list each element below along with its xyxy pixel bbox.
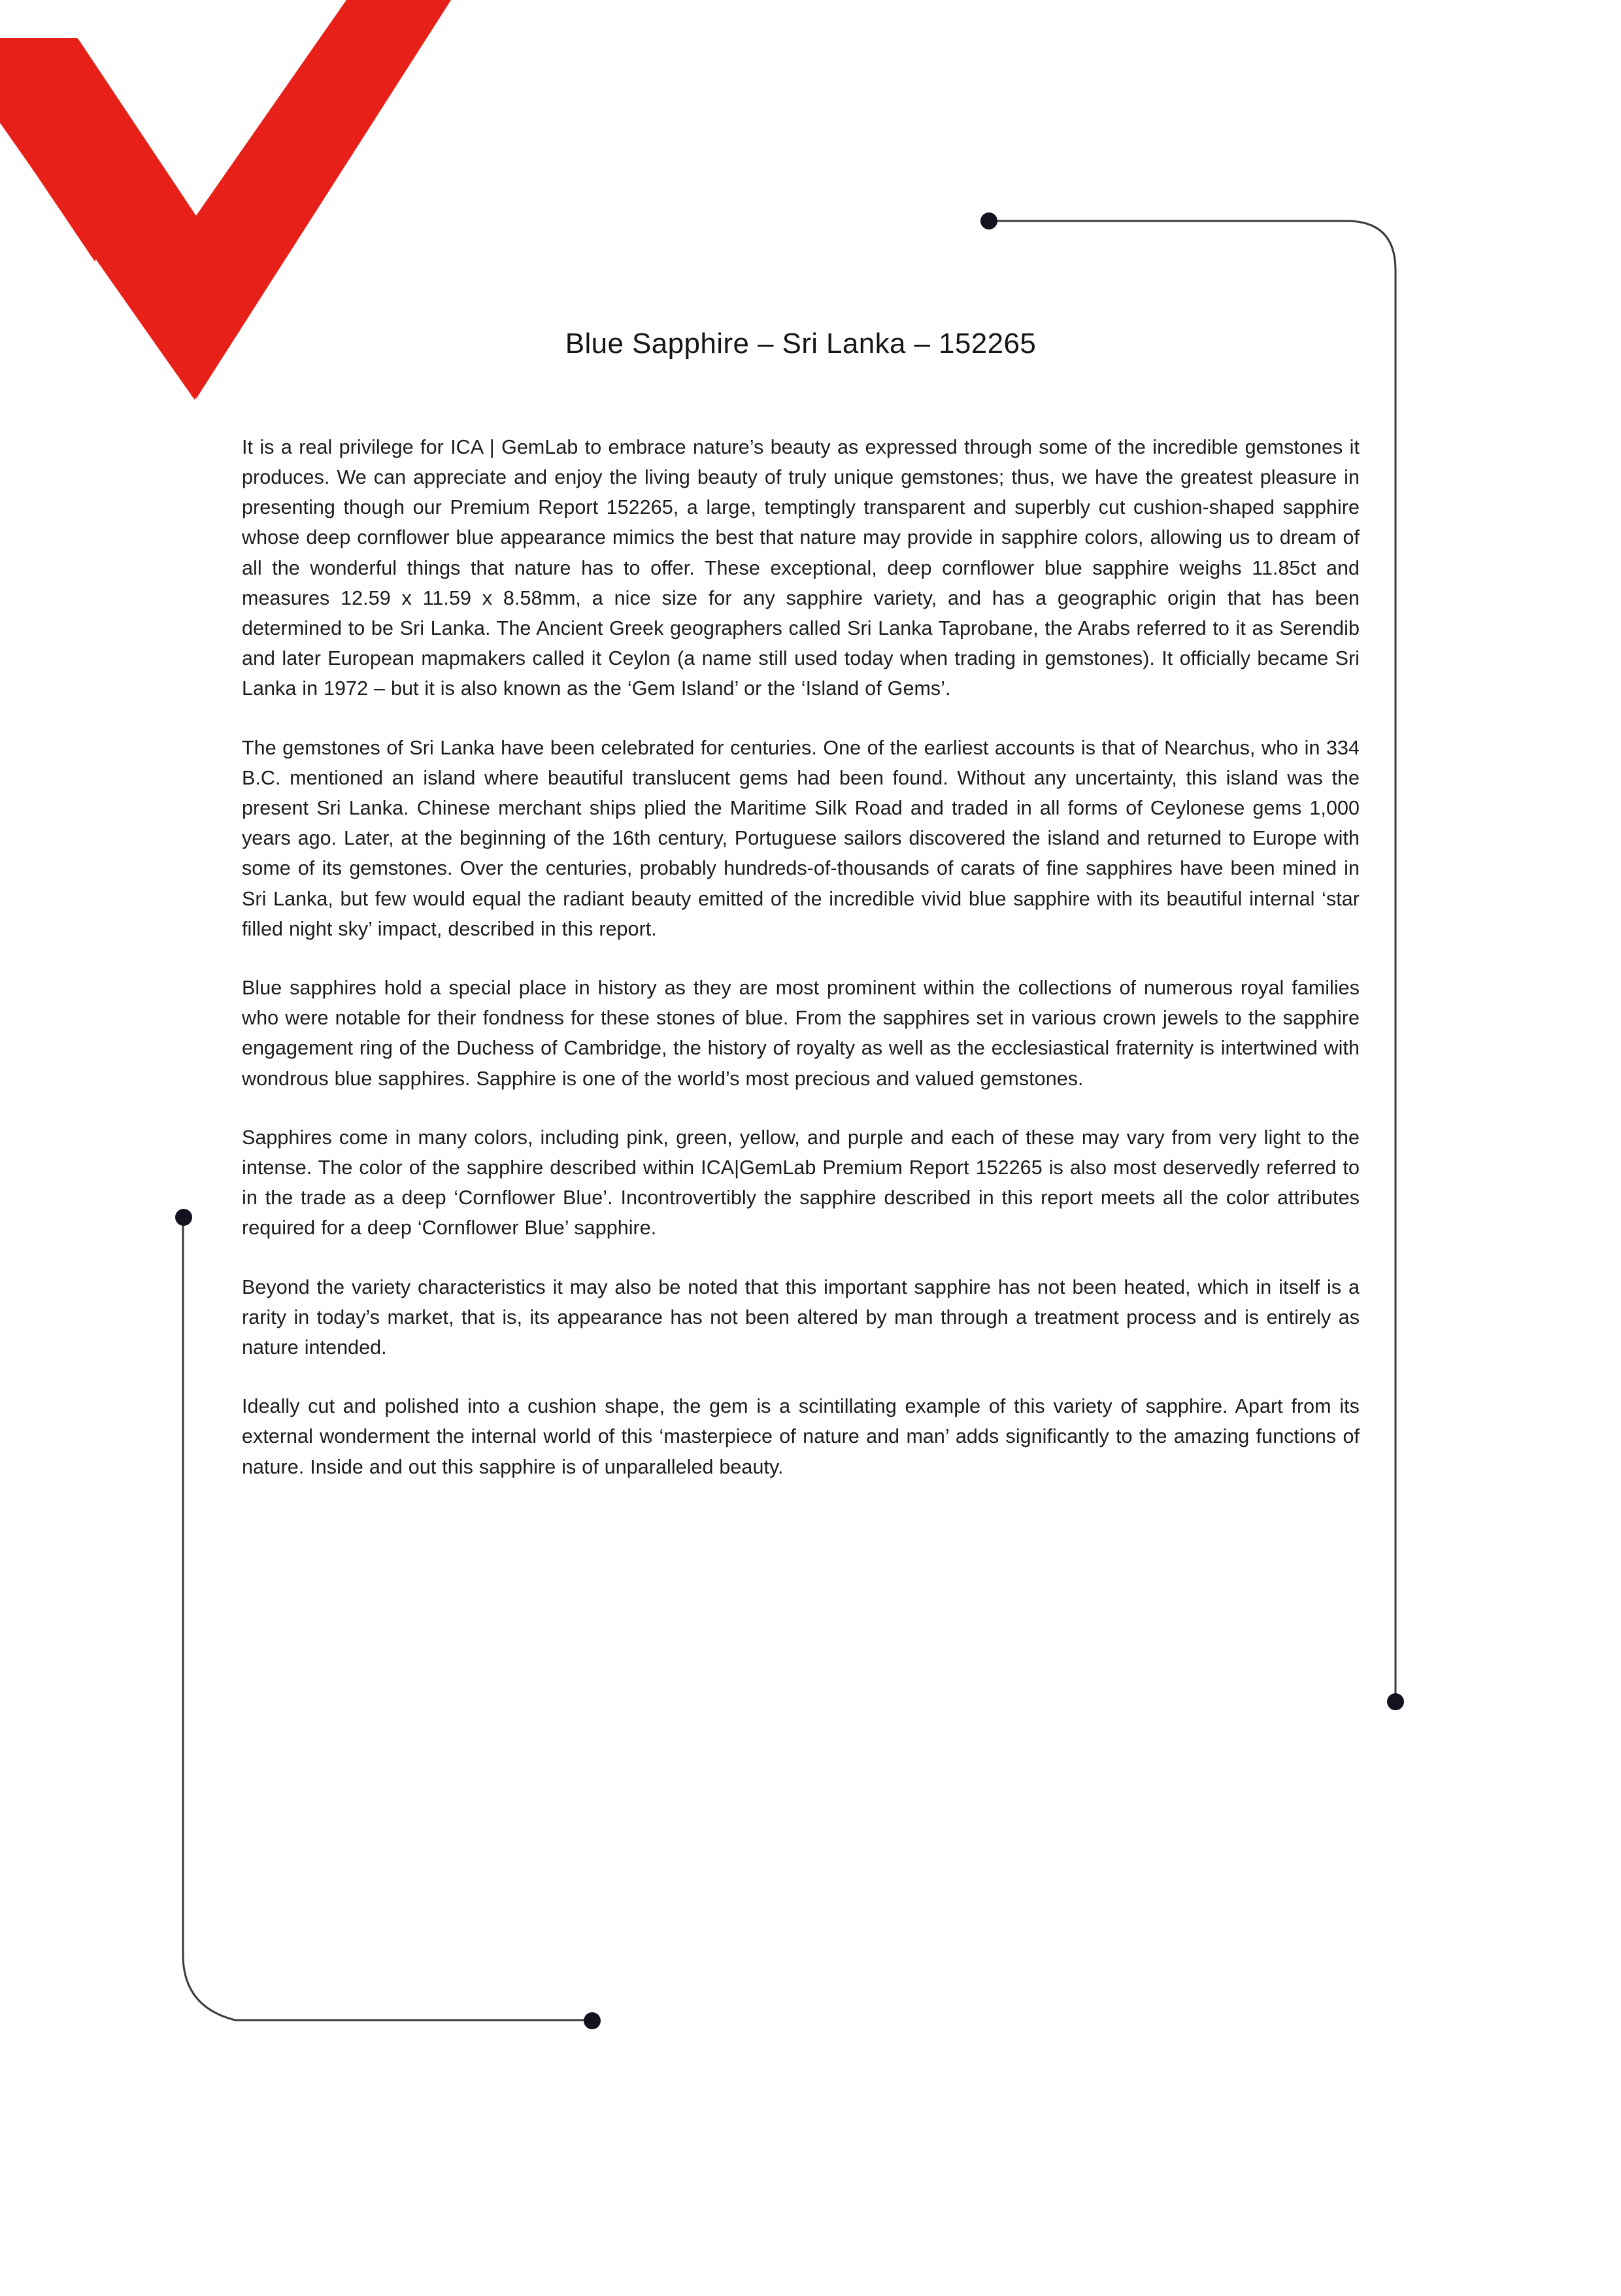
paragraph-6: Ideally cut and polished into a cushion shape, the gem is a scintillating example of this variety of sapphire. Apart from its external wonderment the internal world of this ‘masterpiece of nature and man’ adds significantly to the amazing functions of nature. Inside and out this sapphire is of unparalleled beauty. [242, 1395, 1360, 1478]
paragraph-2: The gemstones of Sri Lanka have been celebrated for centuries. One of the earliest accounts is that of Nearchus, who in 334 B.C. mentioned an island where beautiful translucent gems had been found. Without any uncertainty, this island was the present Sri Lanka. Chinese merchant ships plied the Maritime Silk Road and traded in all forms of Ceylonese gems 1,000 years ago. Later, at the beginning of the 16th century, Portuguese sailors discovered the island and returned to Europe with some of its gemstones. Over the centuries, probably hundreds-of-thousands of carats of fine sapphires have been mined in Sri Lanka, but few would equal the radiant beauty emitted of the incredible vivid blue sapphire with its beautiful internal ‘star filled night sky’ impact, described in this report. [242, 736, 1360, 940]
page-title: Blue Sapphire – Sri Lanka – 152265 [565, 328, 1037, 360]
deco-dot-left [175, 1209, 192, 1226]
paragraph-3: Blue sapphires hold a special place in history as they are most prominent within the collections of numerous royal families who were notable for their fondness for these stones of blue. From the sapphires set in various crown jewels to the sapphire engagement ring of the Duchess of Cambridge, the history of royalty as well as the ecclesiastical fraternity is intertwined with wondrous blue sapphires. Sapphire is one of the world’s most precious and valued gemstones. [242, 977, 1360, 1090]
paragraph-1: It is a real privilege for ICA | GemLab to embrace nature’s beauty as expressed through some of the incredible gemstones it produces. We can appreciate and enjoy the living beauty of truly unique gemstones; thus, we have the greatest pleasure in presenting though our Premium Report 152265, a large, temptingly transparent and superbly cut cushion-shaped sapphire whose deep cornflower blue appearance mimics the best that nature may provide in sapphire colors, allowing us to dream of all the wonderful things that nature has to offer. These exceptional, deep cornflower blue sapphire weighs 11.85ct and measures 12.59 x 11.59 x 8.58mm, a nice size for any sapphire variety, and has a geographic origin that has been determined to be Sri Lanka. The Ancient Greek geographers called Sri Lanka Taprobane, the Arabs referred to it as Serendib and later European mapmakers called it Ceylon (a name still used today when trading in gemstones). It officially became Sri Lanka in 1972 – but it is also known as the ‘Gem Island’ or the ‘Island of Gems’. [242, 435, 1360, 700]
deco-dot-bottom [584, 2012, 601, 2029]
deco-dot-right [1387, 1693, 1404, 1710]
deco-dot-top [980, 212, 997, 229]
paragraph-4: Sapphires come in many colors, including pink, green, yellow, and purple and each of these may vary from very light to the intense. The color of the sapphire described within ICA|GemLab Premium Report 152265 is also most deservedly referred to in the trade as a deep ‘Cornflower Blue’. Incontrovertibly the sapphire described in this report meets all the color attributes required for a deep ‘Cornflower Blue’ sapphire. [242, 1126, 1360, 1240]
paragraph-5: Beyond the variety characteristics it may also be noted that this important sapphire has not been heated, which in itself is a rarity in today’s market, that is, its appearance has not been altered by man through a treatment process and is entirely as nature intended. [242, 1275, 1360, 1359]
document-body [242, 327, 1360, 1482]
